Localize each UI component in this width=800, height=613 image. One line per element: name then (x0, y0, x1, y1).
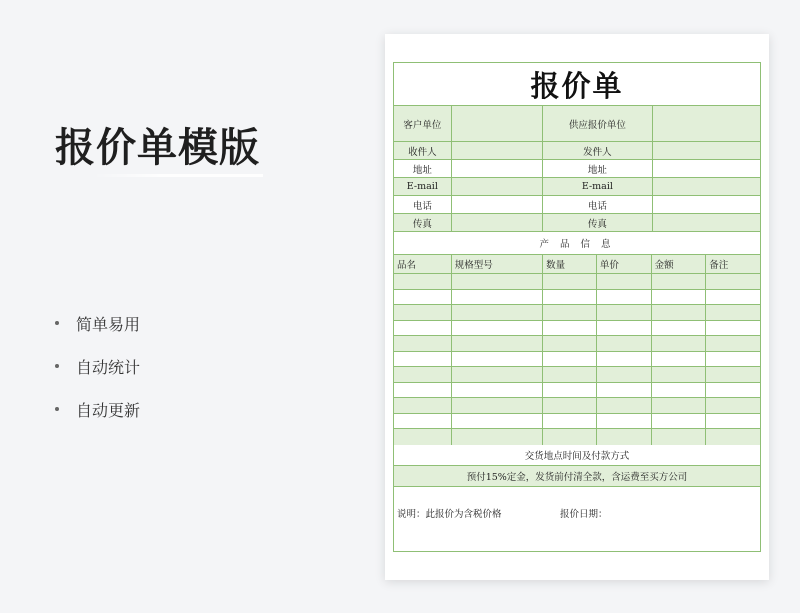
info-value-cell[interactable] (452, 214, 544, 231)
delivery-heading: 交货地点时间及付款方式 (394, 445, 760, 466)
quotation-document-preview (385, 34, 769, 580)
product-section-title: 产 品 信 息 (394, 232, 760, 255)
product-cell[interactable] (452, 290, 544, 305)
product-cell[interactable] (706, 429, 760, 445)
product-cell[interactable] (543, 367, 597, 382)
product-rows (394, 274, 760, 445)
tax-note: 说明：此报价为含税价格 (397, 508, 502, 520)
info-row (394, 142, 760, 160)
product-cell[interactable] (394, 290, 452, 305)
product-row (394, 398, 760, 414)
product-cell[interactable] (543, 429, 597, 445)
product-cell[interactable] (706, 274, 760, 289)
product-row (394, 274, 760, 290)
product-cell[interactable] (652, 352, 707, 367)
product-cell[interactable] (706, 305, 760, 320)
bullet-dot-icon (55, 321, 59, 325)
column-header: 数量 (543, 255, 597, 273)
product-cell[interactable] (652, 321, 707, 336)
feature-item (55, 398, 140, 420)
product-cell[interactable] (597, 274, 652, 289)
column-header: 品名 (394, 255, 452, 273)
product-cell[interactable] (597, 305, 652, 320)
product-row (394, 414, 760, 430)
product-cell[interactable] (706, 352, 760, 367)
product-row (394, 367, 760, 383)
feature-list (55, 312, 140, 441)
product-cell[interactable] (706, 290, 760, 305)
info-value-cell[interactable] (452, 178, 544, 195)
product-cell[interactable] (597, 321, 652, 336)
product-cell[interactable] (597, 336, 652, 351)
info-row (394, 178, 760, 196)
product-row (394, 383, 760, 399)
info-label: 地址 (394, 160, 452, 177)
info-label: 收件人 (394, 142, 452, 159)
product-row (394, 336, 760, 352)
quote-date-label: 报价日期： (560, 508, 608, 520)
info-value-cell[interactable] (452, 142, 544, 159)
product-cell[interactable] (394, 336, 452, 351)
product-cell[interactable] (394, 367, 452, 382)
product-cell[interactable] (706, 321, 760, 336)
info-value-cell[interactable] (452, 106, 544, 141)
info-value-cell[interactable] (452, 196, 544, 213)
product-row (394, 352, 760, 368)
product-header-row (394, 255, 760, 274)
product-cell[interactable] (394, 398, 452, 413)
info-label: 传真 (394, 214, 452, 231)
form-title-row (394, 63, 760, 106)
product-cell[interactable] (394, 321, 452, 336)
product-cell[interactable] (452, 398, 544, 413)
quotation-form (393, 62, 761, 552)
info-value-cell[interactable] (653, 196, 760, 213)
feature-label: 自动更新 (76, 400, 141, 420)
product-cell[interactable] (452, 305, 544, 320)
info-value-cell[interactable] (653, 214, 760, 231)
info-row (394, 160, 760, 178)
product-cell[interactable] (652, 305, 707, 320)
product-cell[interactable] (452, 274, 544, 289)
product-cell[interactable] (543, 305, 597, 320)
product-cell[interactable] (452, 336, 544, 351)
product-cell[interactable] (597, 290, 652, 305)
info-value-cell[interactable] (653, 142, 760, 159)
info-label: 电话 (543, 196, 652, 213)
product-cell[interactable] (452, 383, 544, 398)
product-cell[interactable] (652, 290, 707, 305)
product-cell[interactable] (706, 414, 760, 429)
product-cell[interactable] (543, 321, 597, 336)
product-row (394, 321, 760, 337)
info-value-cell[interactable] (653, 178, 760, 195)
bullet-dot-icon (55, 407, 59, 411)
product-cell[interactable] (394, 305, 452, 320)
product-cell[interactable] (543, 336, 597, 351)
info-label: E-mail (394, 178, 452, 195)
product-cell[interactable] (652, 367, 707, 382)
info-value-cell[interactable] (452, 160, 544, 177)
info-label: 电话 (394, 196, 452, 213)
product-row (394, 290, 760, 306)
product-cell[interactable] (652, 429, 707, 445)
info-row (394, 214, 760, 232)
product-cell[interactable] (652, 383, 707, 398)
feature-item (55, 312, 140, 334)
title-underline-decoration (93, 174, 263, 177)
payment-terms: 预付15%定金，发货前付清全款，含运费至买方公司 (394, 466, 760, 487)
product-cell[interactable] (543, 383, 597, 398)
form-title: 报价单 (530, 68, 624, 103)
info-label: E-mail (543, 178, 652, 195)
info-label: 传真 (543, 214, 652, 231)
column-header: 备注 (709, 260, 729, 271)
column-header: 规格型号 (452, 255, 543, 273)
feature-label: 自动统计 (76, 357, 141, 377)
product-cell[interactable] (597, 383, 652, 398)
info-label: 发件人 (543, 142, 652, 159)
product-cell[interactable] (597, 352, 652, 367)
product-cell[interactable] (543, 414, 597, 429)
info-label: 地址 (543, 160, 652, 177)
product-cell[interactable] (394, 414, 452, 429)
column-header: 单价 (597, 255, 652, 273)
product-cell[interactable] (706, 336, 760, 351)
info-label: 供应报价单位 (543, 106, 652, 141)
info-value-cell[interactable] (653, 160, 760, 177)
product-cell[interactable] (452, 367, 544, 382)
product-cell[interactable] (706, 398, 760, 413)
product-cell[interactable] (543, 352, 597, 367)
product-cell[interactable] (652, 414, 707, 429)
product-cell[interactable] (652, 274, 707, 289)
note-row (394, 487, 760, 539)
page-title: 报价单模版 (55, 125, 260, 171)
product-cell[interactable] (597, 414, 652, 429)
product-cell[interactable] (543, 290, 597, 305)
info-label: 客户单位 (394, 106, 452, 141)
product-cell[interactable] (452, 429, 544, 445)
product-cell[interactable] (597, 429, 652, 445)
product-row (394, 429, 760, 445)
product-cell[interactable] (706, 383, 760, 398)
column-header: 金额 (652, 255, 707, 273)
product-cell[interactable] (394, 352, 452, 367)
product-cell[interactable] (652, 336, 707, 351)
product-cell[interactable] (706, 367, 760, 382)
info-value-cell[interactable] (653, 106, 760, 141)
product-cell[interactable] (394, 383, 452, 398)
feature-label: 简单易用 (76, 314, 141, 334)
info-row (394, 106, 760, 142)
bullet-dot-icon (55, 364, 59, 368)
product-cell[interactable] (543, 398, 597, 413)
product-cell[interactable] (597, 367, 652, 382)
product-cell[interactable] (394, 274, 452, 289)
product-cell[interactable] (394, 429, 452, 445)
product-row (394, 305, 760, 321)
product-cell[interactable] (652, 398, 707, 413)
feature-item (55, 355, 140, 377)
product-cell[interactable] (543, 274, 597, 289)
product-cell[interactable] (452, 321, 544, 336)
product-cell[interactable] (597, 398, 652, 413)
info-row (394, 196, 760, 214)
product-cell[interactable] (452, 352, 544, 367)
product-cell[interactable] (452, 414, 544, 429)
